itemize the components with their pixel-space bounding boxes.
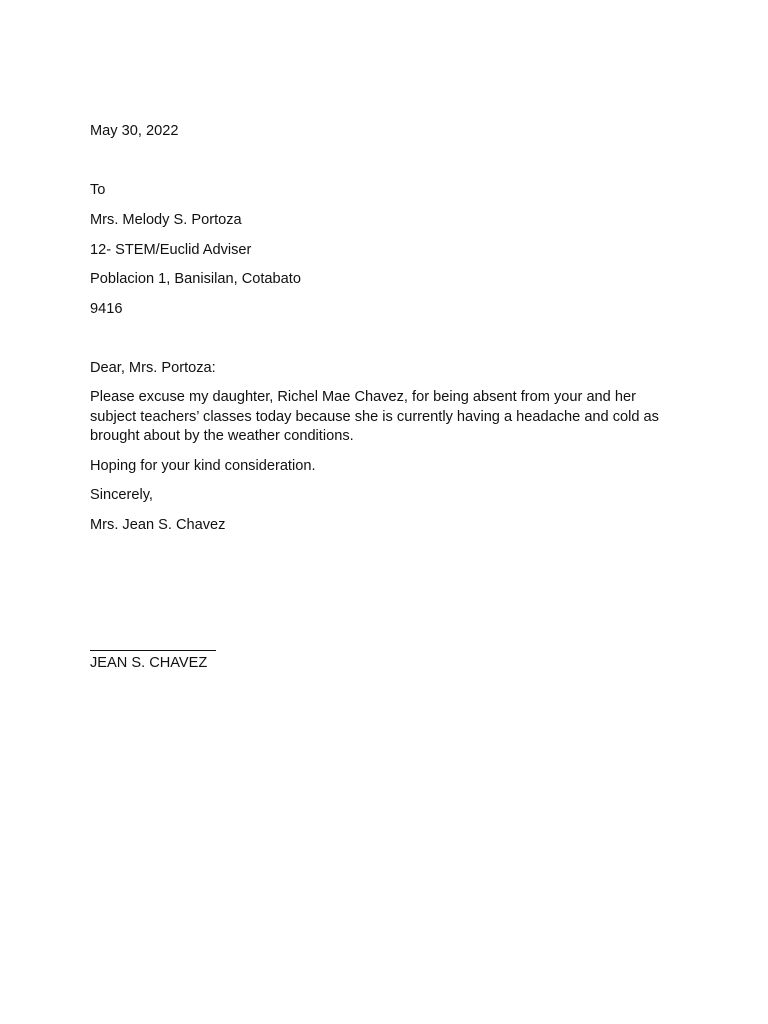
complimentary-close: Sincerely, — [90, 487, 153, 503]
sender-name: Mrs. Jean S. Chavez — [90, 517, 226, 533]
to-label: To — [90, 182, 106, 198]
recipient-position: 12- STEM/Euclid Adviser — [90, 242, 252, 258]
letter-body-paragraph: Please excuse my daughter, Richel Mae Chavez, for being absent from your and her subject teachers’ classes today because she is currently having a headache and cold as brought about by the weather conditions. — [90, 389, 659, 445]
recipient-postal-code: 9416 — [90, 301, 123, 317]
recipient-address: Poblacion 1, Banisilan, Cotabato — [90, 271, 301, 287]
letter-date: May 30, 2022 — [90, 123, 179, 139]
signature-name: JEAN S. CHAVEZ — [90, 655, 208, 671]
closing-line: Hoping for your kind consideration. — [90, 458, 316, 474]
recipient-name: Mrs. Melody S. Portoza — [90, 212, 242, 228]
salutation: Dear, Mrs. Portoza: — [90, 360, 216, 376]
signature-line — [90, 650, 216, 651]
